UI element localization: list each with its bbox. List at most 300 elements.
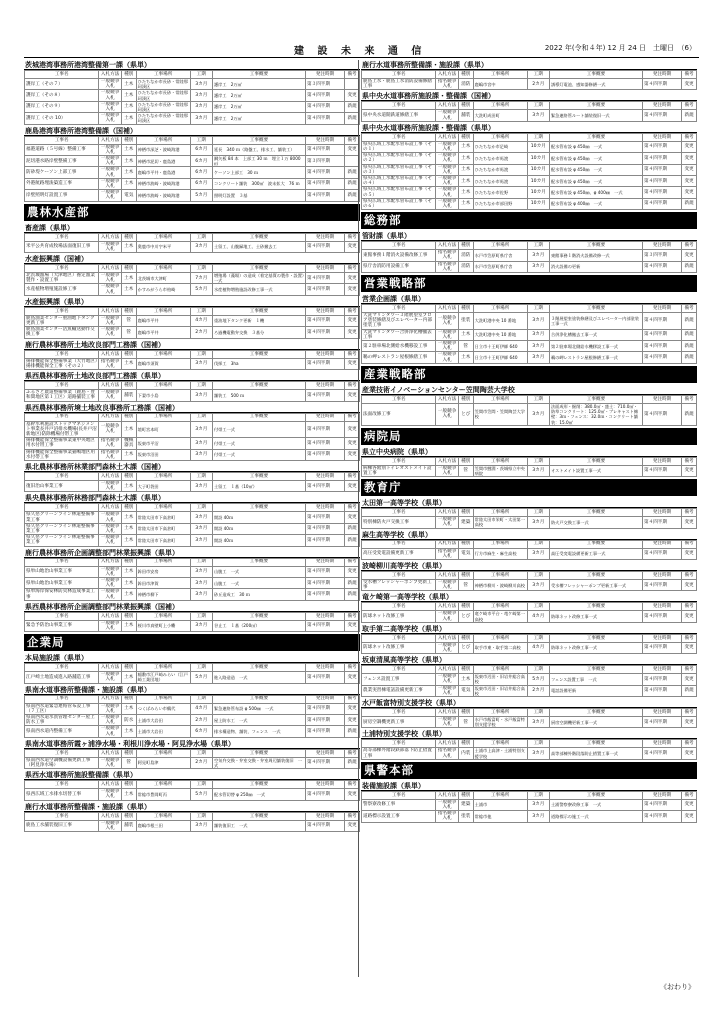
order-period-cell: 第４四半期 xyxy=(643,153,682,164)
duration-cell: 3カ月 xyxy=(190,438,212,449)
table-header-row xyxy=(362,395,697,403)
remarks-cell: 変更 xyxy=(345,315,360,326)
project-table xyxy=(24,663,360,683)
table-header-row xyxy=(362,540,697,548)
duration-cell: 3カ月 xyxy=(527,517,549,528)
summary-cell: 付帯工一式 xyxy=(212,438,305,449)
remarks-cell: 変更 xyxy=(345,273,360,284)
bid-method-cell: 一般競争入札 xyxy=(437,153,457,164)
column-header: 発注時期 xyxy=(306,612,345,620)
work-type-cell: 土木 xyxy=(121,167,136,178)
column-header: 工事概要 xyxy=(549,666,642,674)
column-header: 入札方法 xyxy=(437,709,457,715)
summary-cell: 合併浄化槽撤去工事一式 xyxy=(549,329,642,340)
order-period-cell: 第４四半期 xyxy=(643,674,682,685)
column-header: 入札方法 xyxy=(100,351,120,357)
column-header: 入札方法 xyxy=(100,137,120,143)
order-period-cell: 第４四半期 xyxy=(306,144,345,155)
column-header: 工事概要 xyxy=(212,233,305,241)
column-header: 発注時期 xyxy=(306,413,345,421)
location-cell: ひたちなか市馬渡 xyxy=(473,176,527,187)
duration-cell: 4カ月 xyxy=(527,642,549,653)
bid-method-cell: 一般競争入札 xyxy=(437,579,457,591)
column-header: 備考 xyxy=(682,242,697,250)
work-type-cell: 土木 xyxy=(121,241,136,252)
column-header: 備考 xyxy=(682,305,697,313)
bid-method-cell: 一般競争入札 xyxy=(100,703,120,714)
order-period-cell: 第４四半期 xyxy=(306,589,345,600)
location-cell: 鹿嶋市根三田 xyxy=(136,820,190,831)
project-table xyxy=(361,665,697,697)
project-name-cell: 受水槽フレッシャーポンプ更新工事 xyxy=(362,579,436,590)
order-period-cell: 第４四半期 xyxy=(643,748,682,759)
table-row xyxy=(362,329,697,340)
column-header: 備考 xyxy=(682,740,697,748)
column-header: 発注時期 xyxy=(306,350,345,358)
table-header-row xyxy=(25,307,360,315)
order-period-cell: 第４四半期 xyxy=(306,284,345,295)
duration-cell: 4カ月 xyxy=(190,315,212,326)
duration-cell: 10カ月 xyxy=(527,164,549,175)
column-header: 工事名 xyxy=(362,634,436,642)
project-name-cell: 第２駐車場北側給水機移設工事 xyxy=(362,341,436,352)
section-heading: 取手第二高等学校（県単） xyxy=(361,624,697,634)
table-row xyxy=(25,523,360,534)
work-type-cell: 電気 xyxy=(121,190,136,201)
order-period-cell: 第４四半期 xyxy=(306,315,345,326)
column-header: 備考 xyxy=(682,571,697,579)
summary-cell: 付帯工一式 xyxy=(212,449,305,460)
column-header: 発注時期 xyxy=(643,571,682,579)
bid-method-cell: 一般競争入札 xyxy=(100,390,120,401)
project-name-cell: 防球ネット改修工事 xyxy=(362,642,436,653)
bid-method-cell: 一般競争入札 xyxy=(437,685,457,696)
location-cell: 水戸市飯富町・水戸飯富特別支援学校 xyxy=(473,716,527,727)
project-table xyxy=(24,381,360,401)
remarks-cell: 変更 xyxy=(345,566,360,577)
project-name-cell: 防球ネット改修工事 xyxy=(362,611,436,622)
project-name-cell: 鵜の岬レストラン屋根修繕工事 xyxy=(362,352,436,363)
order-period-cell: 第４四半期 xyxy=(306,449,345,460)
bid-method-cell: 一般競争入札 xyxy=(437,674,457,685)
section-heading: 県西水道事務所施設整備課（県単） xyxy=(24,770,360,780)
project-name-cell: 防砂堤ケーソン上部工事 xyxy=(25,167,99,178)
order-period-cell: 第４四半期 xyxy=(306,726,345,737)
bid-method-cell: 一般競争入札 xyxy=(100,789,120,800)
location-cell: かすみがうら市柏崎 xyxy=(136,284,190,295)
column-header: 発注時期 xyxy=(306,71,345,79)
column-header: 工事概要 xyxy=(549,791,642,799)
column-header: 備考 xyxy=(345,350,360,358)
project-name-cell: 鹿島工水舗装復旧工事 xyxy=(25,820,99,831)
duration-cell: 3カ月 xyxy=(190,566,212,577)
column-header: 発注時期 xyxy=(643,102,682,110)
location-cell: ひたちなか市長砂・常陸那珂湊区 xyxy=(136,113,190,124)
remarks-cell: 新規 xyxy=(682,329,697,340)
remarks-cell: 変更 xyxy=(345,672,360,683)
project-name-cell: 県南西水道空調機設備更新工事（阿見浄水場） xyxy=(25,757,99,768)
location-cell: 境町宮本町 xyxy=(136,421,190,438)
table-row xyxy=(25,726,360,737)
column-header: 備考 xyxy=(682,603,697,611)
work-type-cell: 管 xyxy=(458,465,473,476)
work-type-cell: 塗装 xyxy=(458,811,473,822)
column-header: 工期 xyxy=(527,791,549,799)
location-cell: 奥鹿市中川字米平 xyxy=(136,241,190,252)
column-header: 工事場所 xyxy=(136,136,190,144)
order-period-cell: 第４四半期 xyxy=(643,176,682,187)
bid-method-cell: 指名競争入札 xyxy=(437,748,457,759)
section-heading: 県西農林事務所土地改良部門工務課（県単） xyxy=(24,371,360,381)
project-name-cell: 揚排機能保全整備事業東中央地区用水付帯工事 xyxy=(25,438,99,449)
column-header: 備考 xyxy=(682,457,697,465)
work-type-cell: 土木 xyxy=(121,178,136,189)
work-type-cell: 土木 xyxy=(458,674,473,685)
table-row xyxy=(25,449,360,460)
column-header: 工事名 xyxy=(25,382,99,390)
duration-cell: 3カ月 xyxy=(527,250,549,261)
column-header: 種別 xyxy=(458,634,473,642)
section-heading: 鹿行農林事務所土地改良部門工務課（国補） xyxy=(24,340,360,350)
column-header: 種別 xyxy=(458,603,473,611)
section-heading: 麻生高等学校（県単） xyxy=(361,530,697,540)
project-name-cell: 県南西水道緊急連絡管布設工事（７工区） xyxy=(25,703,99,714)
table-header-row xyxy=(362,305,697,313)
column-header: 工事名 xyxy=(25,749,99,757)
column-header: 備考 xyxy=(345,413,360,421)
remarks-cell: 変更 xyxy=(345,512,360,523)
location-cell: 水戸市笠原町県庁舎 xyxy=(473,250,527,261)
column-header: 工事概要 xyxy=(212,472,305,480)
project-table xyxy=(361,739,697,759)
right-column xyxy=(361,60,697,980)
duration-cell: 3カ月 xyxy=(527,341,549,352)
column-header: 工事場所 xyxy=(136,307,190,315)
summary-cell: 防球ネット改修工事一式 xyxy=(549,611,642,622)
section-heading: 太田第一高等学校（県単） xyxy=(361,498,697,508)
order-period-cell: 第３四半期 xyxy=(306,156,345,167)
summary-cell: 土浦警察寮改修工事 一式 xyxy=(549,799,642,810)
summary-cell: ３階展望室塗装修繕及びエレベーター内部塗装工事一式 xyxy=(549,313,642,330)
remarks-cell: 変更 xyxy=(345,714,360,725)
summary-cell: 法面成形・掘削：380.0㎥・盛土：710.0㎥・防草コンクリート：125.0㎡・プレキャスト擁壁：3ｍ・フェンス：32.0ｍ・コンクリート舗装：15.0㎡ xyxy=(549,403,642,425)
section-heading: 営業企画課（県単） xyxy=(361,294,697,304)
project-name-cell: 護岸工（その 10） xyxy=(25,113,99,124)
column-header: 備考 xyxy=(682,666,697,674)
column-header: 発注時期 xyxy=(643,740,682,748)
table-row xyxy=(362,352,697,363)
order-period-cell: 第４四半期 xyxy=(643,811,682,822)
bid-method-cell: 一般競争入札 xyxy=(100,178,120,190)
table-row xyxy=(25,714,360,725)
order-period-cell: 第４四半期 xyxy=(306,438,345,449)
project-name-cell: 江戸崎土地造成進入路舗造工事 xyxy=(25,672,99,683)
section-heading: 本局施設課（県単） xyxy=(24,653,360,663)
bid-method-cell: 一般競争入札 xyxy=(100,284,120,295)
column-header: 種別 xyxy=(121,504,136,512)
project-table xyxy=(24,558,360,601)
bid-method-cell: 一般競争入札 xyxy=(100,512,120,523)
work-type-cell: 土木 xyxy=(458,153,473,164)
column-header: 発注時期 xyxy=(306,504,345,512)
work-type-cell: とび xyxy=(458,642,473,653)
duration-cell: 3カ月 xyxy=(190,512,212,523)
bid-method-cell: 一般競争入札 xyxy=(437,517,457,528)
location-cell: 大洗町成田町 xyxy=(473,110,527,121)
column-header: 種別 xyxy=(458,791,473,799)
duration-cell: 5カ月 xyxy=(190,190,212,201)
table-row xyxy=(25,589,360,600)
table-row xyxy=(25,512,360,523)
column-header: 工事概要 xyxy=(212,413,305,421)
project-table xyxy=(361,304,697,364)
table-header-row xyxy=(25,612,360,620)
remarks-cell: 新規 xyxy=(682,313,697,330)
location-cell: 竜ケ崎市平台・竜ケ崎第一高校 xyxy=(473,611,527,622)
duration-cell: 10カ月 xyxy=(527,153,549,164)
remarks-cell: 新規 xyxy=(682,198,697,209)
remarks-cell: 新規 xyxy=(345,757,360,768)
project-table xyxy=(24,233,360,253)
summary-cell: 伐採工 3ha xyxy=(212,358,305,369)
order-period-cell: 第４四半期 xyxy=(306,101,345,112)
column-header: 工期 xyxy=(190,413,212,421)
column-header: 工事名 xyxy=(25,612,99,620)
column-header: 発注時期 xyxy=(306,558,345,566)
work-type-cell: 塗装 xyxy=(458,313,473,330)
summary-cell: 護岸工 2万㎡ xyxy=(212,90,305,101)
column-header: 工事場所 xyxy=(136,71,190,79)
order-period-cell: 第４四半期 xyxy=(306,327,345,338)
project-name-cell: 高圧受変電設備更新工事 xyxy=(362,548,436,559)
remarks-cell: 新規 xyxy=(682,261,697,272)
duration-cell: 2カ月 xyxy=(190,327,212,338)
bid-method-cell: 一般競争入札 xyxy=(100,714,120,726)
column-header: 工事概要 xyxy=(212,265,305,273)
summary-cell: コンクリート舗装 300㎡ 波末拡大 76 ｍ xyxy=(212,178,305,189)
column-header: 工事名 xyxy=(362,242,436,250)
remarks-cell: 新規 xyxy=(345,167,360,178)
column-header: 種別 xyxy=(121,265,136,273)
column-header: 備考 xyxy=(345,695,360,703)
column-header: 工期 xyxy=(190,307,212,315)
column-header: 発注時期 xyxy=(306,233,345,241)
work-type-cell: 舗装 xyxy=(121,390,136,401)
column-header: 工期 xyxy=(190,812,212,820)
remarks-cell: 変更 xyxy=(682,517,697,528)
table-row xyxy=(25,390,360,401)
duration-cell: 10カ月 xyxy=(527,141,549,152)
work-type-cell: 建築 xyxy=(458,799,473,810)
section-heading: 鹿行水道事務所整備課・施設課（県単） xyxy=(361,60,697,70)
duration-cell: 5カ月 xyxy=(190,789,212,800)
column-header: 工期 xyxy=(190,504,212,512)
column-header: 工事場所 xyxy=(136,812,190,820)
column-header: 備考 xyxy=(345,781,360,789)
table-header-row xyxy=(25,695,360,703)
order-period-cell: 第４四半期 xyxy=(306,703,345,714)
table-header-row xyxy=(25,265,360,273)
table-row xyxy=(25,358,360,369)
column-header: 工事概要 xyxy=(549,242,642,250)
remarks-cell: 新規 xyxy=(682,685,697,696)
column-header: 発注時期 xyxy=(306,812,345,820)
masthead xyxy=(24,42,696,56)
column-header: 入札方法 xyxy=(100,265,120,271)
order-period-cell: 第４四半期 xyxy=(306,535,345,546)
table-header-row xyxy=(25,781,360,789)
work-type-cell: 土木 xyxy=(121,535,136,546)
location-cell: 日立市十王町伊師 640 xyxy=(473,341,527,352)
column-header: 備考 xyxy=(682,102,697,110)
summary-cell: 護岸工 2万㎡ xyxy=(212,101,305,112)
column-header: 工事場所 xyxy=(136,781,190,789)
column-header: 工事名 xyxy=(25,472,99,480)
project-name-cell: 県単山地治山事業工事 xyxy=(25,566,99,577)
summary-cell: 増殖場（藻場）の造成（着定基質の製作・設置）一式 xyxy=(213,273,304,284)
column-header: 備考 xyxy=(345,812,360,820)
table-row xyxy=(362,79,697,90)
column-header: 備考 xyxy=(682,791,697,799)
column-header: 工事場所 xyxy=(473,305,527,313)
table-row xyxy=(362,153,697,164)
section-heading: 県中央水道事務所施設課・整備課（国補） xyxy=(361,91,697,101)
remarks-cell: 変更 xyxy=(682,799,697,810)
project-name-cell: 大洗マリンタワー３階展望室プロア塗装修繕及びエレベーター内部塗装工事 xyxy=(362,313,436,330)
table-header-row xyxy=(25,413,360,421)
table-row xyxy=(25,438,360,449)
duration-cell: 3カ月 xyxy=(527,548,549,559)
department-heading: 総務部 xyxy=(361,212,697,229)
column-header: 工事名 xyxy=(362,666,436,674)
column-header: 発注時期 xyxy=(643,509,682,517)
project-table xyxy=(361,241,697,273)
remarks-cell: 新規 xyxy=(345,523,360,534)
column-header: 工事場所 xyxy=(473,571,527,579)
column-header: 発注時期 xyxy=(643,395,682,403)
location-cell: 坂東市平沼 xyxy=(136,438,190,449)
column-header: 備考 xyxy=(345,504,360,512)
work-type-cell: 土木 xyxy=(458,329,473,340)
column-header: 工事名 xyxy=(362,305,436,313)
remarks-cell: 変更 xyxy=(682,153,697,164)
column-header: 備考 xyxy=(345,472,360,480)
column-header: 工事概要 xyxy=(549,457,642,465)
order-period-cell: 第４四半期 xyxy=(306,577,345,588)
column-header: 工事概要 xyxy=(212,812,305,820)
work-type-cell: 土木 xyxy=(121,90,136,101)
column-header: 入札方法 xyxy=(100,414,120,420)
remarks-cell: 変更 xyxy=(682,642,697,653)
bid-method-cell: 一般競争入札 xyxy=(437,799,457,810)
project-name-cell: ふるさと農道整備事業（鹿島・豊和間地区第１工区）道路舗装工事 xyxy=(25,390,99,401)
table-row xyxy=(362,110,697,121)
column-header: 工事概要 xyxy=(212,558,305,566)
column-header: 種別 xyxy=(458,133,473,141)
order-period-cell: 第４四半期 xyxy=(643,579,682,590)
order-period-cell: 第４四半期 xyxy=(306,358,345,369)
work-type-cell: 消防 xyxy=(458,79,473,90)
table-row xyxy=(362,164,697,175)
duration-cell: 3カ月 xyxy=(527,313,549,330)
column-header: 工事概要 xyxy=(549,71,642,79)
remarks-cell: 変更 xyxy=(682,250,697,261)
summary-cell: 山腹工 一式 xyxy=(212,566,305,577)
column-header: 種別 xyxy=(458,509,473,517)
table-header-row xyxy=(362,509,697,517)
summary-cell: 東館事務１階消火設備改修一式 xyxy=(549,250,642,261)
column-header: 入札方法 xyxy=(437,667,457,673)
summary-cell: 消火設備の更新 xyxy=(549,261,642,272)
remarks-cell: 変更 xyxy=(345,327,360,338)
duration-cell: 3カ月 xyxy=(190,79,212,90)
location-cell: 大子町袋田 xyxy=(136,480,190,491)
work-type-cell: 土木 xyxy=(121,156,136,167)
column-header: 入札方法 xyxy=(437,741,457,747)
section-heading: 管財課（県単） xyxy=(361,231,697,241)
column-header: 種別 xyxy=(121,472,136,480)
remarks-cell: 変更 xyxy=(345,421,360,438)
table-header-row xyxy=(25,504,360,512)
column-header: 入札方法 xyxy=(437,541,457,547)
work-type-cell: 土木 xyxy=(121,589,136,600)
project-name-cell: 鹿島上水・鹿島工水消防設備修繕工事 xyxy=(362,79,436,90)
order-period-cell: 第４四半期 xyxy=(306,167,345,178)
column-header: 工事名 xyxy=(25,413,99,421)
column-header: 工事概要 xyxy=(212,695,305,703)
bid-method-cell: 一般競争入札 xyxy=(100,589,120,600)
column-header: 工事場所 xyxy=(473,708,527,716)
table-row xyxy=(362,642,697,653)
project-name-cell: 鹿島漁業センター重油地下タンク更新工事 xyxy=(25,315,99,326)
table-row xyxy=(362,141,697,152)
summary-cell: 護岸工 2万㎡ xyxy=(212,113,305,124)
column-header: 工事名 xyxy=(25,307,99,315)
duration-cell: 2カ月 xyxy=(527,79,549,90)
section-heading: 県北農林事務所林業部門森林土木課（国補） xyxy=(24,462,360,472)
project-name-cell: 揚排機能保全整備事業（大竹地区）揚排機能保全工事（その２） xyxy=(26,358,98,369)
order-period-cell: 第４四半期 xyxy=(643,164,682,175)
bid-method-cell: 指名競争入札 xyxy=(437,250,457,261)
summary-cell: ケーソン上部工 30 ｍ xyxy=(212,167,305,178)
column-header: 工期 xyxy=(527,457,549,465)
summary-cell: 防球ネット改修工事一式 xyxy=(549,642,642,653)
column-header: 種別 xyxy=(121,413,136,421)
table-header-row xyxy=(362,708,697,716)
column-header: 工期 xyxy=(527,571,549,579)
remarks-cell: 変更 xyxy=(345,438,360,449)
location-cell: 土浦市上高津・土浦特別支援学校 xyxy=(473,748,527,759)
column-header: 工事概要 xyxy=(549,603,642,611)
project-name-cell: 農業実習棟電話設備更新工事 xyxy=(362,685,436,696)
duration-cell: 3カ月 xyxy=(190,589,212,600)
project-name-cell: 県久慈グリーンライン林道整備事業工事 xyxy=(25,523,99,534)
project-name-cell: 基幹水利施設ストックマネジメント事業長井戸沼排水機場(長井戸沼新地区)防除機場付帯工事 xyxy=(25,421,99,438)
table-header-row xyxy=(25,749,360,757)
summary-cell: 土留工 １基（10㎥） xyxy=(212,480,305,491)
table-header-row xyxy=(25,472,360,480)
table-row xyxy=(362,313,697,330)
work-type-cell: 土木 xyxy=(121,113,136,124)
column-header: 入札方法 xyxy=(100,308,120,314)
project-table xyxy=(24,812,360,832)
order-period-cell: 第４四半期 xyxy=(643,110,682,121)
bid-method-cell: 一般競争入札 xyxy=(100,577,120,589)
location-cell: 土浦市大岩田 xyxy=(136,714,190,725)
location-cell: 阿見町島津 xyxy=(136,757,190,768)
column-header: 備考 xyxy=(682,634,697,642)
remarks-cell: 変更 xyxy=(345,480,360,491)
